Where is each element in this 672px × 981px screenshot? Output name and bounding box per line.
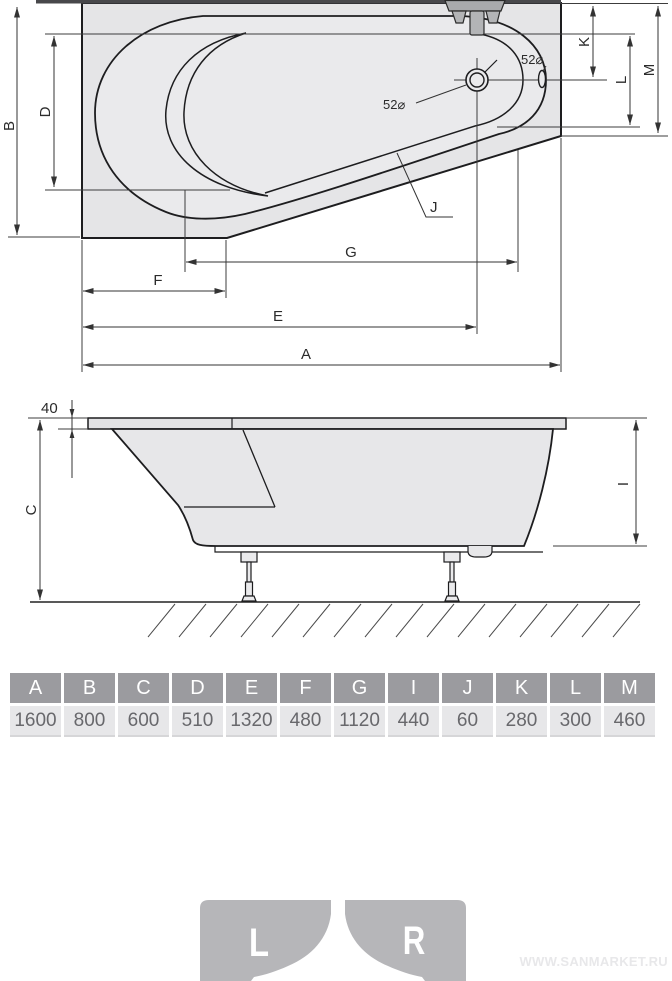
label-L: L xyxy=(613,75,630,85)
orientation-right-button[interactable] xyxy=(345,900,466,981)
drain-trap xyxy=(468,546,492,557)
leg-foot xyxy=(242,596,256,601)
faucet-cap xyxy=(445,1,505,12)
table-value-cell: 800 xyxy=(64,706,115,737)
table-header-cell: D xyxy=(172,673,223,703)
arrow-down xyxy=(70,409,75,418)
table-value-cell: 480 xyxy=(280,706,331,737)
table-value-cell: 440 xyxy=(388,706,439,737)
watermark: WWW.SANMARKET.RU xyxy=(519,954,668,969)
orientation-left-button[interactable] xyxy=(200,900,331,981)
table-value-cell: 1320 xyxy=(226,706,277,737)
table-header-cell: K xyxy=(496,673,547,703)
ground-hatching xyxy=(148,604,640,637)
right-orientation-label: R xyxy=(402,918,426,963)
label-C: C xyxy=(23,504,40,516)
overflow-ellipse xyxy=(539,71,546,88)
label-I: I xyxy=(615,481,632,487)
table-header-cell: E xyxy=(226,673,277,703)
leg-sleeve xyxy=(246,582,253,596)
label-overflow-diameter: 52⌀ xyxy=(521,52,544,67)
label-B: B xyxy=(1,120,18,132)
table-value-cell: 460 xyxy=(604,706,655,737)
arrow-up xyxy=(70,430,75,439)
leg-bracket xyxy=(241,552,257,562)
table-value-row xyxy=(10,706,655,737)
table-header-cell: A xyxy=(10,673,61,703)
label-drain-diameter: 52⌀ xyxy=(383,97,406,112)
leg-bracket xyxy=(444,552,460,562)
table-header-cell: L xyxy=(550,673,601,703)
label-F: F xyxy=(153,272,163,289)
table-header-cell: C xyxy=(118,673,169,703)
label-G: G xyxy=(345,244,357,261)
label-K: K xyxy=(576,36,593,48)
faucet-stem xyxy=(470,11,484,35)
leg-front xyxy=(241,552,257,601)
leg-rod xyxy=(450,562,454,582)
leg-foot xyxy=(445,596,459,601)
table-value-cell: 1600 xyxy=(10,706,61,737)
table-header-cell: G xyxy=(334,673,385,703)
table-header-cell: J xyxy=(442,673,493,703)
leg-rod xyxy=(247,562,251,582)
label-E: E xyxy=(272,308,284,325)
left-orientation-label: L xyxy=(248,919,270,965)
dimension-table xyxy=(10,673,655,737)
leg-sleeve xyxy=(449,582,456,596)
table-header-cell: I xyxy=(388,673,439,703)
table-value-cell: 600 xyxy=(118,706,169,737)
faucet-nozzle-right xyxy=(486,11,500,23)
table-value-cell: 1120 xyxy=(334,706,385,737)
tub-side-profile xyxy=(112,429,553,546)
table-value-cell: 280 xyxy=(496,706,547,737)
basin-outline xyxy=(95,16,546,219)
label-rim-thickness: 40 xyxy=(41,400,58,417)
table-header-cell: F xyxy=(280,673,331,703)
table-header-row xyxy=(10,673,655,703)
label-M: M xyxy=(641,63,658,77)
rim-profile xyxy=(88,418,566,429)
label-A: A xyxy=(300,346,312,363)
label-D: D xyxy=(37,106,54,118)
table-value-cell: 300 xyxy=(550,706,601,737)
label-J: J xyxy=(430,199,438,216)
top-view xyxy=(1,0,668,372)
table-value-cell: 510 xyxy=(172,706,223,737)
side-view xyxy=(23,400,647,637)
leg-rear xyxy=(444,552,460,601)
table-header-cell: M xyxy=(604,673,655,703)
table-value-cell: 60 xyxy=(442,706,493,737)
table-header-cell: B xyxy=(64,673,115,703)
